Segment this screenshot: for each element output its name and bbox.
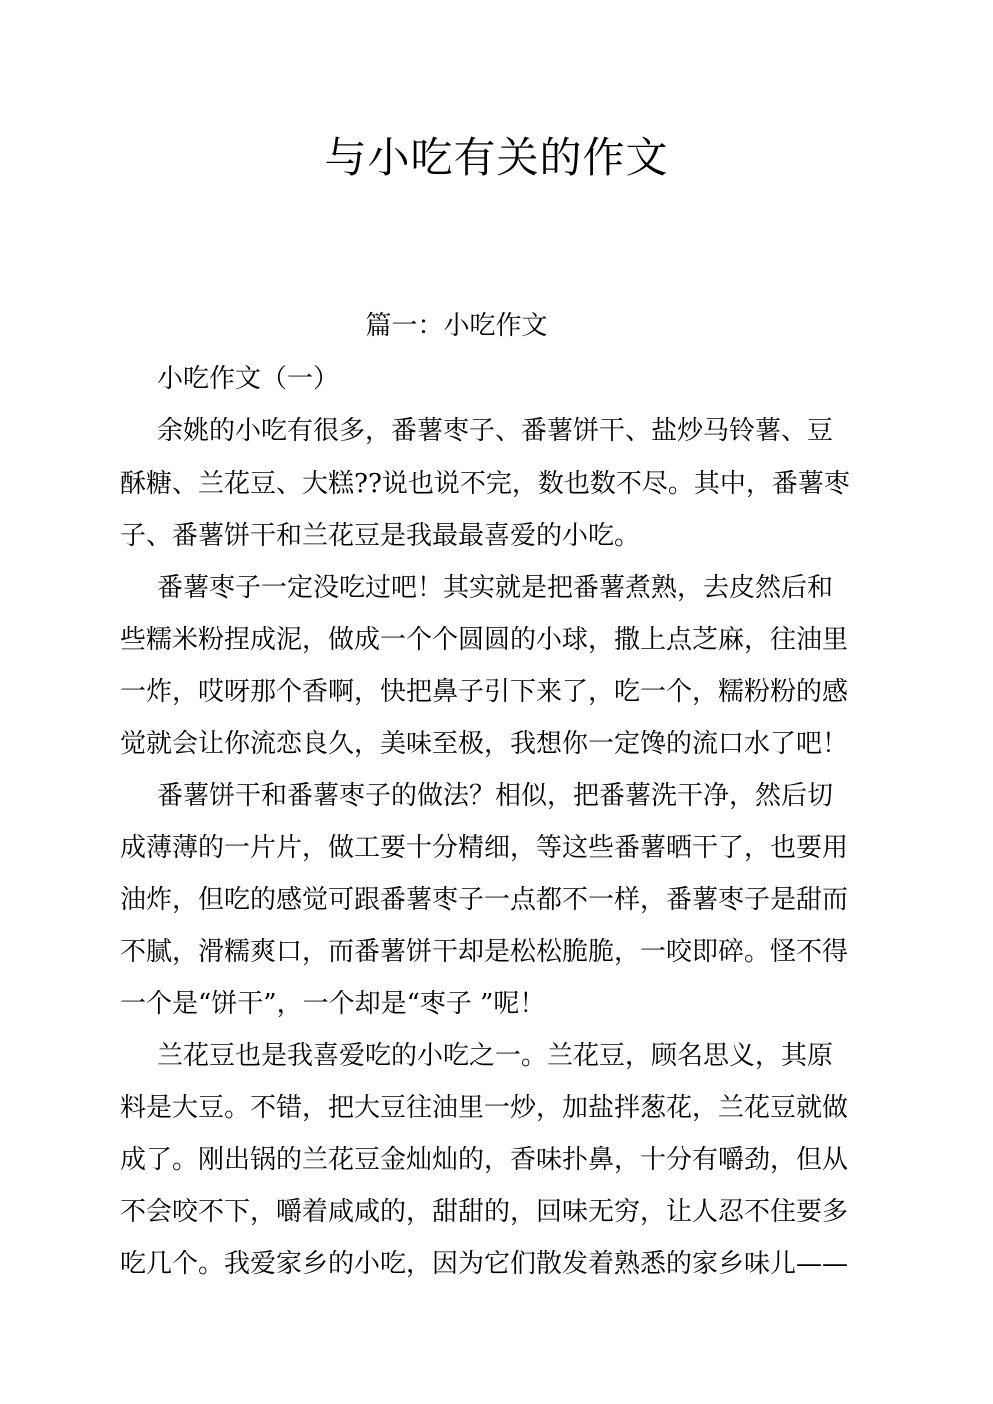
paragraph-line: 油炸，但吃的感觉可跟番薯枣子一点都不一样，番薯枣子是甜而 [120, 885, 849, 915]
paragraph-line: 一炸，哎呀那个香啊，快把鼻子引下来了，吃一个，糯粉粉的感 [120, 677, 849, 707]
paragraph-line: 成了。刚出锅的兰花豆金灿灿的，香味扑鼻，十分有嚼劲，但从 [120, 1145, 849, 1175]
section-title: 篇一：小吃作文 [365, 311, 548, 341]
paragraph-line: 兰花豆也是我喜爱吃的小吃之一。兰花豆，顾名思义，其原 [157, 1041, 834, 1071]
paragraph-line: 吃几个。我爱家乡的小吃，因为它们散发着熟悉的家乡味儿—— [120, 1249, 849, 1279]
paragraph-line: 不会咬不下，嚼着咸咸的，甜甜的，回味无穷，让人忍不住要多 [120, 1197, 849, 1227]
paragraph-line: 不腻，滑糯爽口，而番薯饼干却是松松脆脆，一咬即碎。怪不得 [120, 937, 849, 967]
paragraph-line: 些糯米粉捏成泥，做成一个个圆圆的小球，撒上点芝麻，往油里 [120, 625, 849, 655]
document-title: 与小吃有关的作文 [324, 133, 669, 182]
paragraph-line: 余姚的小吃有很多，番薯枣子、番薯饼干、盐炒马铃薯、豆 [157, 416, 834, 446]
paragraph-line: 成薄薄的一片片，做工要十分精细，等这些番薯晒干了，也要用 [120, 833, 849, 863]
paragraph-line: 子、番薯饼干和兰花豆是我最最喜爱的小吃。 [120, 521, 641, 551]
paragraph-line: 酥糖、兰花豆、大糕??说也说不完，数也数不尽。其中，番薯枣 [120, 469, 850, 499]
subheading: 小吃作文（一） [157, 364, 340, 394]
paragraph-line: 番薯枣子一定没吃过吧！其实就是把番薯煮熟，去皮然后和 [157, 573, 834, 603]
paragraph-line: 觉就会让你流恋良久，美味至极，我想你一定馋的流口水了吧！ [120, 729, 849, 759]
paragraph-line: 料是大豆。不错，把大豆往油里一炒，加盐拌葱花，兰花豆就做 [120, 1093, 849, 1123]
paragraph-line: 番薯饼干和番薯枣子的做法？相似，把番薯洗干净，然后切 [157, 781, 834, 811]
paragraph-line: 一个是“饼干”，一个却是“枣子 ”呢！ [120, 989, 546, 1019]
